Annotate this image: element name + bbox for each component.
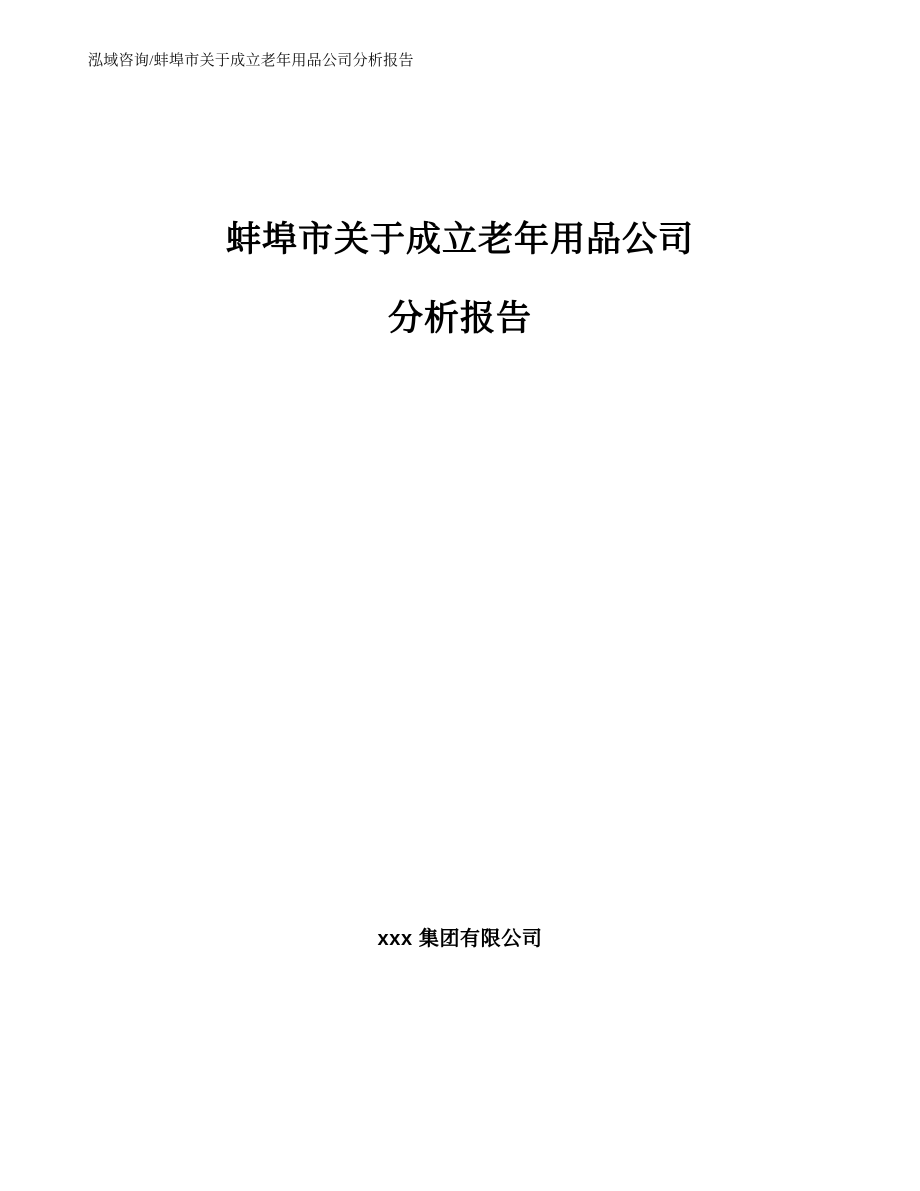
document-title-line-2: 分析报告 xyxy=(387,299,532,338)
document-header: 泓域咨询/蚌埠市关于成立老年用品公司分析报告 xyxy=(88,53,414,69)
document-company-name: xxx 集团有限公司 xyxy=(377,928,543,950)
document-title-line-1: 蚌埠市关于成立老年用品公司 xyxy=(225,220,694,259)
document-title-block xyxy=(0,222,920,336)
